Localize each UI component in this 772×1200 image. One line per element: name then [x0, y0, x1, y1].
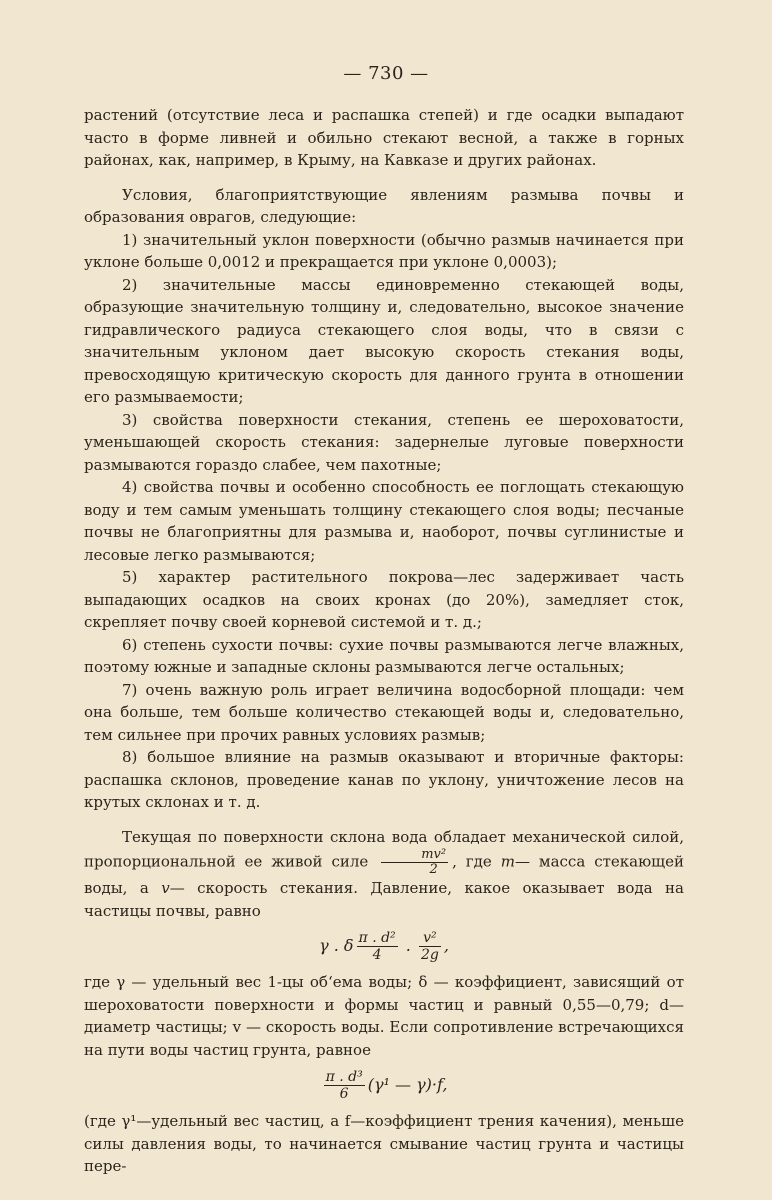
kinetic-energy-numerator: mv² [381, 848, 448, 863]
velocity-head-numerator: v² [419, 930, 441, 947]
resistance-formula [84, 1069, 684, 1102]
paragraph-definitions-1: где γ — удельный вес 1-цы об‘ема воды; δ — коэффициент, зависящий от шероховатости поверхности и формы частиц и равный 0,55—0,79; d—диаметр частицы; v — скорость воды. Если сопротивление встречающихся на пути воды частиц грунта, равное [84, 973, 684, 1059]
formula-delta: δ [343, 936, 354, 955]
list-item-4: 4) свойства почвы и особенно способность ее поглощать стекающую воду и тем самым уменьшать толщину стекающего слоя воды; песчаные почвы не благоприятны для размыва и, наоборот, почвы суглинистые и лесовые легко размываются; [84, 478, 684, 564]
m-symbol: m [500, 852, 515, 871]
paragraph-continuation: растений (отсутствие леса и распашка степей) и где осадки выпадают часто в форме ливней и обильно стекают весной, а также в горных районах, как, например, в Крыму, на Кавказе и других районах. [84, 106, 684, 169]
m-definition: — масса стекающей воды, а [84, 852, 684, 897]
velocity-head-denominator: 2g [420, 947, 439, 963]
force-lead: Текущая по поверхности склона вода обладает механической силой, пропорциональной ее живой силе [84, 827, 684, 871]
v-symbol: v [161, 879, 170, 897]
resistance-tail: (γ¹ — γ)·f, [367, 1075, 448, 1094]
paragraph-definitions-2: (где γ¹—удельный вес частиц, а f—коэффициент трения качения), меньше силы давления воды, то начинается смывание частиц грунта и частицы пере- [84, 1112, 684, 1175]
volume-fraction [324, 1069, 365, 1102]
v-definition: — скорость стекания. Давление, какое оказывает вода на частицы почвы, равно [84, 879, 684, 920]
list-item-5: 5) характер растительного покрова—лес задерживает часть выпадающих осадков на своих кронах (до 20%), замедляет сток, скрепляет почву своей корневой системой и т. д.; [84, 568, 684, 631]
kinetic-energy-fraction [381, 848, 448, 877]
velocity-head-fraction [419, 930, 441, 963]
volume-numerator: π . d³ [325, 1069, 363, 1085]
area-denominator: 4 [372, 947, 382, 963]
list-item-3: 3) свойства поверхности стекания, степень ее шероховатости, уменьшающей скорость стекания: задернелые луговые поверхности размываются гораздо слабее, чем пахотные; [84, 410, 684, 474]
list-item-6: 6) степень сухости почвы: сухие почвы размываются легче влажных, поэтому южные и западные склоны размываются легче остальных; [84, 635, 684, 676]
list-item-2: 2) значительные массы единовременно стекающей воды, образующие значительную толщину и, следовательно, высокое значение гидравлического радиуса стекающего слоя воды, что в связи с значительным уклоном дает высокую скорость стекания воды, превосходящую критическую скорость для данного грунта в отношении его размываемости; [84, 275, 684, 406]
paragraph-conditions-intro: Условия, благоприятствующие явлениям размыва почвы и образования оврагов, следующие: [84, 185, 684, 226]
page-number: — 730 — [343, 63, 429, 84]
kinetic-energy-denominator: 2 [429, 862, 438, 877]
list-item-7: 7) очень важную роль играет величина водосборной площади: чем она больше, тем больше количество стекающей воды и, следовательно, тем сильнее при прочих равных условиях размыв; [84, 680, 684, 744]
pressure-formula: γ . δ $\frac{\text{π . d²}}{4}$ . $\frac{\text{v²}}{2g}$ , [319, 930, 449, 963]
area-numerator: π . d² [358, 930, 396, 946]
area-fraction [357, 930, 398, 963]
formula-gamma: γ [319, 936, 329, 955]
list-item-1: 1) значительный уклон поверхности (обычно размыв начинается при уклоне больше 0,0012 и прекращается при уклоне 0,0003); [84, 230, 684, 271]
force-after-frac: , где [452, 852, 492, 871]
volume-denominator: 6 [339, 1086, 349, 1102]
page-body [84, 104, 684, 1178]
list-item-8: 8) большое влияние на размыв оказывают и вторичные факторы: распашка склонов, проведение канав по уклону, уничтожение лесов на крутых склонах и т. д. [84, 748, 684, 811]
paragraph-force [84, 826, 684, 923]
